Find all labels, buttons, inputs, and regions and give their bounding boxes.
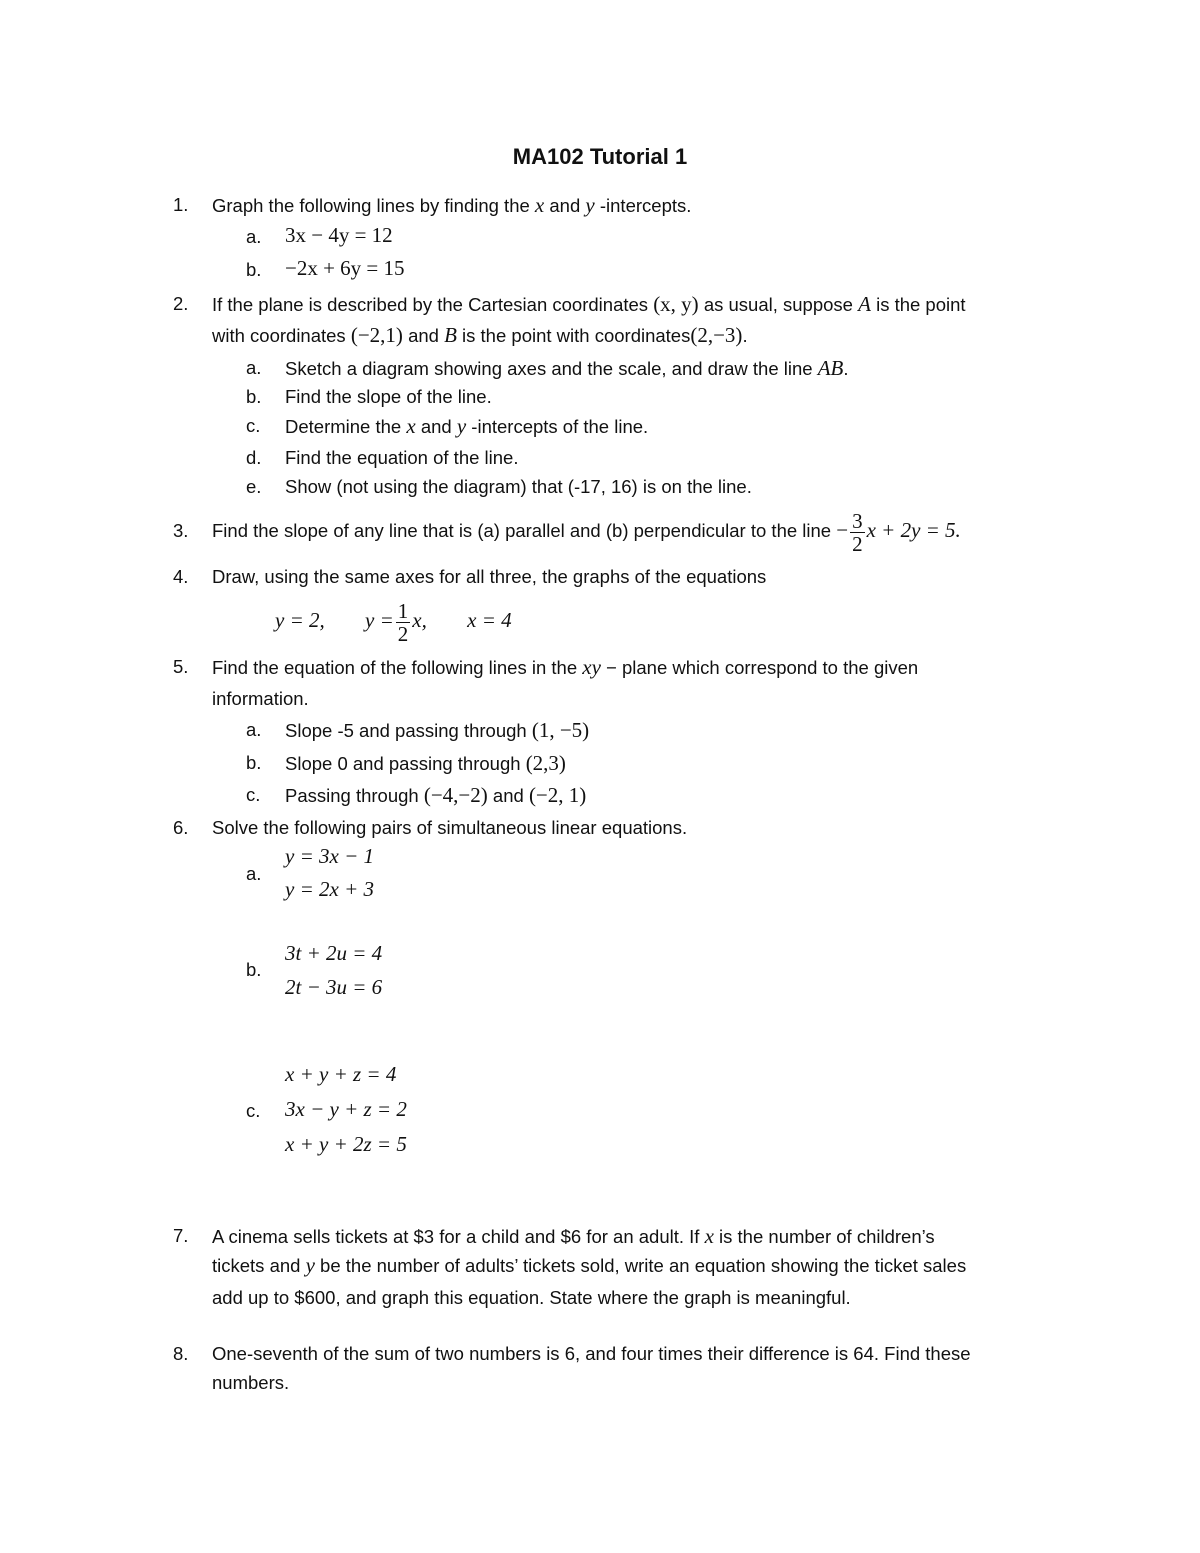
q6b-label: b. [246,959,262,980]
q5c-label: c. [246,784,261,805]
q4-fraction: $\frac{1}{2}$ [397,598,409,646]
q3-fraction: $\frac{3}{2}$ [852,508,863,556]
q2a-text: Sketch a diagram showing axes and the scale, and draw the line AB. [285,356,849,380]
q8-line2: numbers. [212,1372,290,1393]
q6a-eq1: y = 3x − 1 [285,844,374,868]
q1-number: 1. [173,194,189,215]
q2-line2: with coordinates (−2,1) and B is the point with coordinates(2,−3). [212,323,748,347]
q8-line1: One-seventh of the sum of two numbers is 6, and four times their difference is 64. Find these [212,1343,971,1364]
q2e-text: Show (not using the diagram) that (-17, 16) is on the line. [285,476,752,497]
q5-line2: information. [212,688,309,709]
q7-line3: add up to $600, and graph this equation. State where the graph is meaningful. [212,1287,851,1308]
q6-number: 6. [173,817,189,838]
q6b-eq2: 2t − 3u = 6 [285,975,383,999]
q1a-label: a. [246,226,262,247]
q2-number: 2. [173,293,189,314]
q1b-label: b. [246,259,262,280]
q1a-equation: 3x − 4y = 12 [285,223,393,247]
q6-text: Solve the following pairs of simultaneous linear equations. [212,817,688,838]
q1b-equation: −2x + 6y = 15 [285,256,405,280]
q2b-text: Find the slope of the line. [285,386,492,407]
q2a-label: a. [246,357,262,378]
q8-number: 8. [173,1343,189,1364]
q5-line1: Find the equation of the following lines in the xy − plane which correspond to the given [212,655,919,679]
q5c-text: Passing through (−4,−2) and (−2, 1) [285,783,587,807]
q5b-text: Slope 0 and passing through (2,3) [285,751,566,775]
q2-line1: If the plane is described by the Cartesian coordinates (x, y) as usual, suppose A is the point [212,292,966,316]
q4-equations: y = 2, y = $\frac{1}{2}$ x, x = 4 [275,598,512,646]
q4-number: 4. [173,566,189,587]
q2c-label: c. [246,415,261,436]
q7-number: 7. [173,1225,189,1246]
q6c-eq1: x + y + z = 4 [285,1062,397,1086]
q6c-eq2: 3x − y + z = 2 [285,1097,407,1121]
q5a-text: Slope -5 and passing through (1, −5) [285,718,590,742]
q6c-label: c. [246,1100,261,1121]
q3-number: 3. [173,520,189,541]
q2c-text: Determine the x and y -intercepts of the line. [285,414,649,438]
q2e-label: e. [246,476,262,497]
q1-text: Graph the following lines by finding the x and y -intercepts. [212,193,692,217]
q3-text: Find the slope of any line that is (a) parallel and (b) perpendicular to the line − $\frac{3}{2}$ x + 2y = 5. [212,508,961,556]
q5b-label: b. [246,752,262,773]
q6a-label: a. [246,863,262,884]
q6c-eq3: x + y + 2z = 5 [285,1132,407,1156]
q5a-label: a. [246,719,262,740]
q2d-text: Find the equation of the line. [285,447,519,468]
page-title: MA102 Tutorial 1 [512,144,688,169]
q2d-label: d. [246,447,262,468]
q7-line1: A cinema sells tickets at $3 for a child and $6 for an adult. If x is the number of children’s [212,1224,935,1248]
q5-number: 5. [173,656,189,677]
q7-line2: tickets and y be the number of adults’ tickets sold, write an equation showing the ticket sales [212,1253,967,1277]
q2b-label: b. [246,386,262,407]
q6b-eq1: 3t + 2u = 4 [285,941,383,965]
q6a-eq2: y = 2x + 3 [285,877,374,901]
q4-text: Draw, using the same axes for all three, the graphs of the equations [212,566,767,587]
